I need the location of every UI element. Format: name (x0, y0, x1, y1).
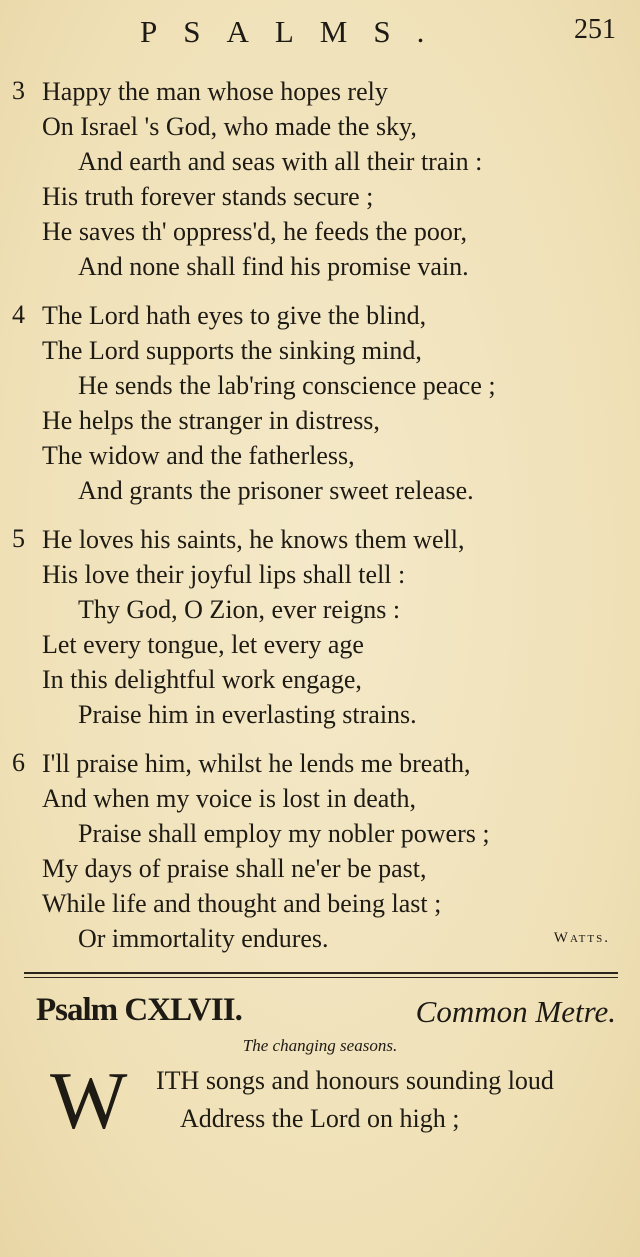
hymn-first-line: ITH songs and honours sounding loud (156, 1066, 554, 1095)
verse-line: My days of praise shall ne'er be past, (42, 854, 427, 883)
verse-number: 4 (12, 300, 25, 329)
verse-line: He sends the lab'ring conscience peace ; (78, 371, 496, 400)
verse-line: On Israel 's God, who made the sky, (42, 112, 417, 141)
verse-line: He loves his saints, he knows them well, (42, 525, 465, 554)
verse-line: Praise him in everlasting strains. (78, 700, 417, 729)
section-divider (24, 972, 618, 974)
running-head: PSALMS. (140, 14, 451, 49)
stanza-4 (0, 298, 640, 508)
psalm-title: Psalm CXLVII. (36, 992, 242, 1028)
verse-line: Or immortality endures. (78, 924, 329, 953)
section-divider-thin (24, 977, 618, 978)
verse-line: Praise shall employ my nobler powers ; (78, 819, 490, 848)
verse-line: Thy God, O Zion, ever reigns : (78, 595, 401, 624)
verse-line: His love their joyful lips shall tell : (42, 560, 406, 589)
psalm-verses (0, 74, 640, 970)
page-number: 251 (574, 14, 616, 45)
author-attribution: Watts. (553, 930, 610, 946)
verse-number: 3 (12, 76, 25, 105)
verse-line: His truth forever stands secure ; (42, 182, 374, 211)
verse-number: 6 (12, 748, 25, 777)
verse-line: In this delightful work engage, (42, 665, 362, 694)
verse-line: And grants the prisoner sweet release. (78, 476, 474, 505)
verse-line: I'll praise him, whilst he lends me breath, (42, 749, 471, 778)
verse-line: And earth and seas with all their train : (78, 147, 483, 176)
stanza-6 (0, 746, 640, 956)
verse-line: Happy the man whose hopes rely (42, 77, 388, 106)
verse-line: The Lord hath eyes to give the blind, (42, 301, 427, 330)
verse-line: He saves th' oppress'd, he feeds the poor, (42, 217, 467, 246)
hymn-second-line: Address the Lord on high ; (180, 1104, 460, 1133)
psalm-heading (36, 992, 616, 1036)
stanza-5 (0, 522, 640, 732)
verse-line: He helps the stranger in distress, (42, 406, 380, 435)
stanza-3 (0, 74, 640, 284)
verse-line: While life and thought and being last ; (42, 889, 442, 918)
drop-cap: W (50, 1055, 128, 1146)
page-header (0, 14, 640, 48)
verse-line: And when my voice is lost in death, (42, 784, 417, 813)
verse-number: 5 (12, 524, 25, 553)
verse-line: The Lord supports the sinking mind, (42, 336, 422, 365)
verse-line: The widow and the fatherless, (42, 441, 355, 470)
psalm-subtitle: The changing seasons. (242, 1036, 398, 1055)
verse-line: Let every tongue, let every age (42, 630, 364, 659)
verse-line: And none shall find his promise vain. (78, 252, 469, 281)
psalm-metre: Common Metre. (415, 994, 616, 1029)
